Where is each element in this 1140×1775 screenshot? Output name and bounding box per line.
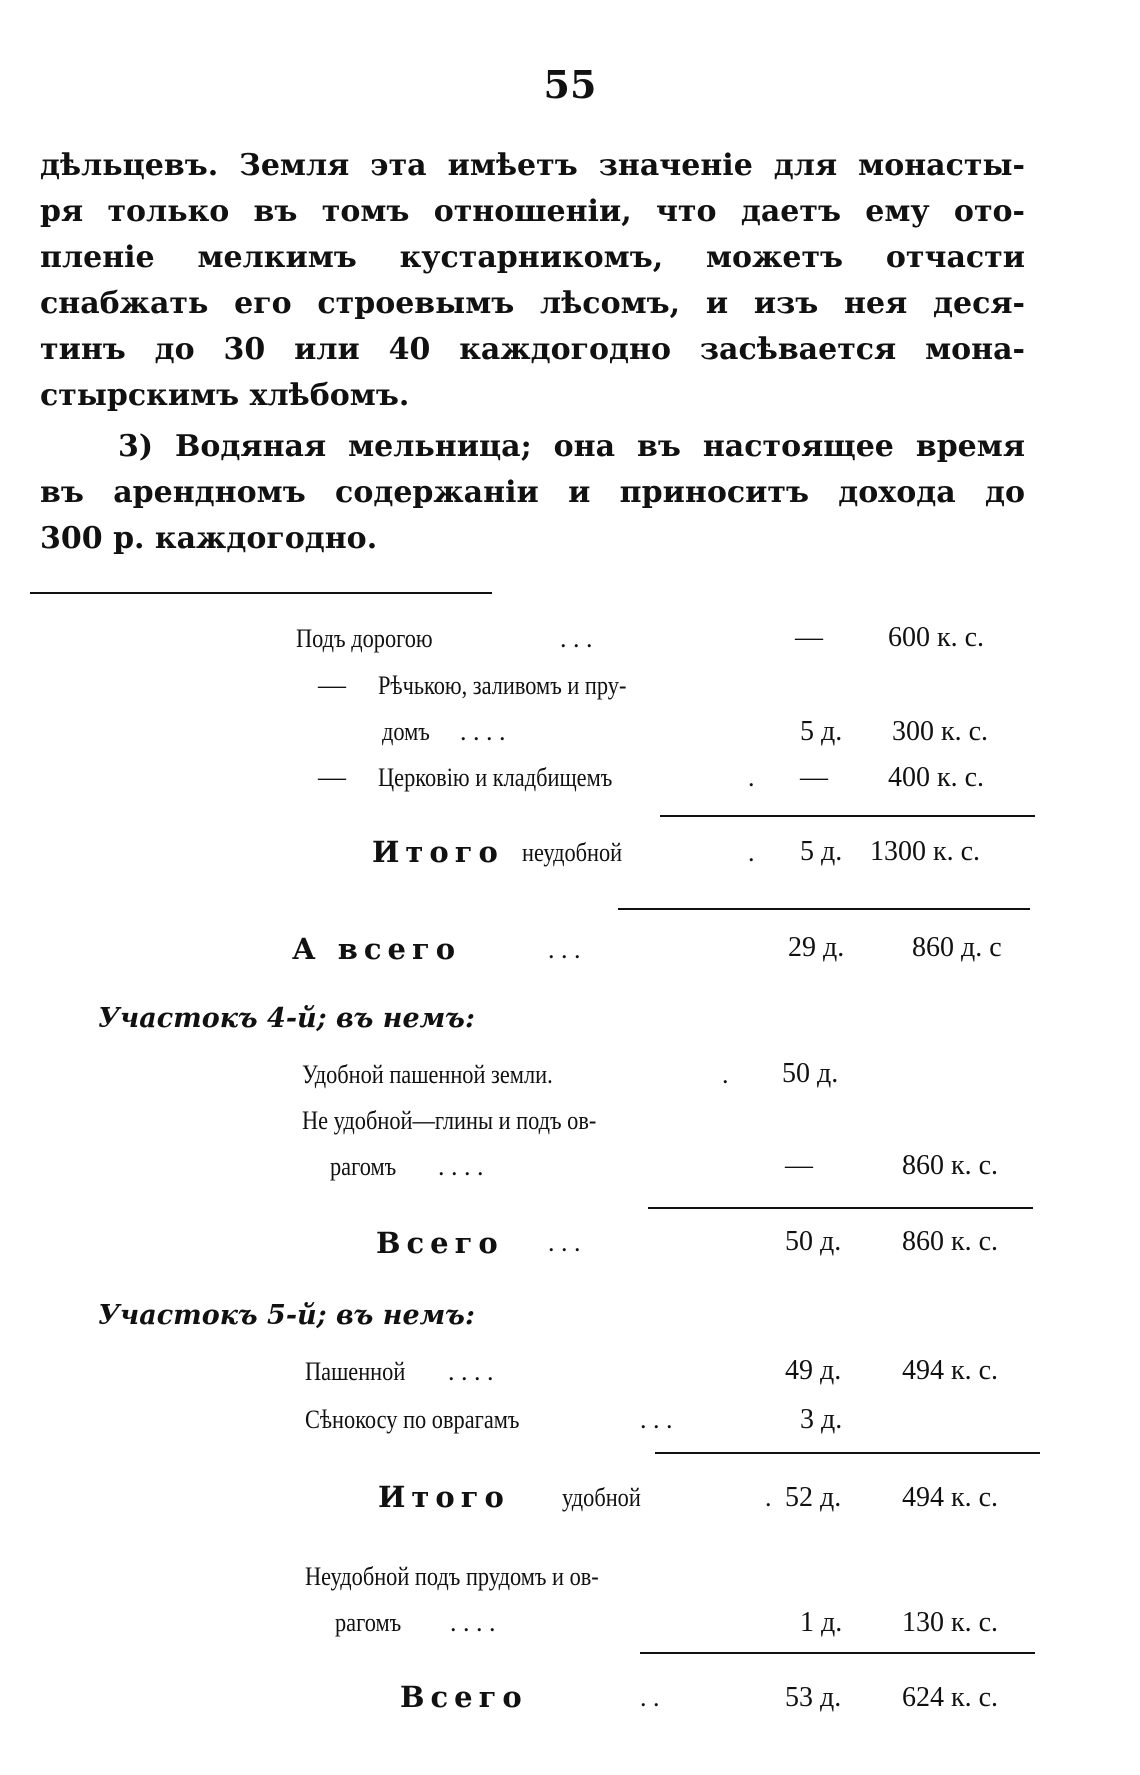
leader-dots: . . .: [640, 1405, 673, 1434]
leader-dots: .: [748, 838, 755, 867]
cell-d: —: [785, 1150, 813, 1181]
leader-dots: . . . .: [460, 717, 506, 746]
cell-ks: 600 к. с.: [888, 622, 985, 653]
cell-d: 5 д.: [800, 836, 843, 867]
leader-dots: . . .: [560, 624, 593, 653]
leader-dots: . . . .: [438, 1152, 484, 1181]
subtotal-label: Итого: [378, 1480, 510, 1514]
leader-dots: .: [765, 1483, 772, 1512]
cell-d: 29 д.: [788, 932, 845, 963]
sum-rule: [640, 1652, 1035, 1654]
leader-dots: .: [748, 763, 755, 792]
cell-ks: 860 д. с: [912, 932, 1002, 963]
cell-d: —: [800, 762, 828, 793]
cell-ks: 494 к. с.: [902, 1355, 999, 1386]
section-heading: Участокъ 5-й; въ немъ:: [98, 1300, 475, 1331]
subtotal-sublabel: удобной: [562, 1483, 641, 1512]
text-line: пленіе мелкимъ кустарникомъ, можетъ отчасти: [40, 240, 1025, 275]
text-line: ря только въ томъ отношеніи, что даетъ ему ото-: [40, 194, 1025, 229]
cell-d: 53 д.: [785, 1682, 842, 1713]
grand-total-label: А всего: [292, 932, 462, 966]
dash-prefix: —: [318, 762, 346, 793]
cell-d: —: [795, 622, 823, 653]
text-line: стырскимъ хлѣбомъ.: [40, 378, 410, 413]
row-label: Неудобной подъ прудомъ и ов-: [305, 1562, 599, 1591]
cell-d: 52 д.: [785, 1482, 842, 1513]
row-label: рагомъ: [335, 1608, 402, 1637]
cell-ks: 130 к. с.: [902, 1607, 999, 1638]
text-line: 300 р. каждогодно.: [40, 521, 378, 556]
leader-dots: . . . .: [448, 1357, 494, 1386]
sum-rule: [655, 1452, 1040, 1454]
cell-ks: 400 к. с.: [888, 762, 985, 793]
leader-dots: . . .: [548, 1228, 581, 1257]
row-label: рагомъ: [330, 1152, 397, 1181]
text-line: въ арендномъ содержаніи и приноситъ дохода до: [40, 475, 1025, 510]
cell-d: 50 д.: [785, 1226, 842, 1257]
total-label: Всего: [376, 1226, 504, 1260]
row-label: Сѣнокосу по оврагамъ: [305, 1405, 520, 1434]
row-label: Пашенной: [305, 1357, 406, 1386]
sum-rule: [618, 908, 1030, 910]
leader-dots: .: [722, 1060, 729, 1089]
leader-dots: . . .: [548, 935, 581, 964]
cell-ks: 860 к. с.: [902, 1226, 999, 1257]
paragraph-2: [40, 424, 1025, 562]
section-heading: Участокъ 4-й; въ немъ:: [98, 1003, 475, 1034]
cell-ks: 624 к. с.: [902, 1682, 999, 1713]
text-line: 3) Водяная мельница; она въ настоящее время: [118, 429, 1025, 464]
cell-d: 49 д.: [785, 1355, 842, 1386]
row-label: Рѣчькою, заливомъ и пру-: [378, 671, 627, 700]
total-label: Итого: [372, 835, 504, 869]
cell-d: 5 д.: [800, 716, 843, 747]
row-label: Удобной пашенной земли.: [302, 1060, 553, 1089]
cell-d: 3 д.: [800, 1404, 843, 1435]
row-label: Не удобной—глины и подъ ов-: [302, 1106, 597, 1135]
sum-rule: [648, 1207, 1033, 1209]
sum-rule: [660, 815, 1035, 817]
row-label: Подъ дорогою: [296, 624, 433, 653]
page-number: 55: [543, 62, 597, 107]
row-label: домъ: [382, 717, 430, 746]
dash-prefix: —: [318, 670, 346, 701]
row-label: Церковію и кладбищемъ: [378, 763, 613, 792]
leader-dots: . .: [640, 1683, 660, 1712]
cell-ks: 494 к. с.: [902, 1482, 999, 1513]
leader-dots: . . . .: [450, 1608, 496, 1637]
cell-ks: 1300 к. с.: [870, 836, 981, 867]
cell-d: 1 д.: [800, 1607, 843, 1638]
section-divider: [30, 592, 492, 594]
total-sublabel: неудобной: [522, 838, 623, 867]
cell-d: 50 д.: [782, 1058, 839, 1089]
cell-ks: 860 к. с.: [902, 1150, 999, 1181]
text-line: снабжать его строевымъ лѣсомъ, и изъ нея деся-: [40, 286, 1025, 321]
text-line: тинъ до 30 или 40 каждогодно засѣвается мона-: [40, 332, 1025, 367]
paragraph-1: [40, 143, 1025, 419]
text-line: дѣльцевъ. Земля эта имѣетъ значеніе для монасты-: [40, 148, 1025, 183]
total-label: Всего: [400, 1680, 528, 1714]
cell-ks: 300 к. с.: [892, 716, 989, 747]
